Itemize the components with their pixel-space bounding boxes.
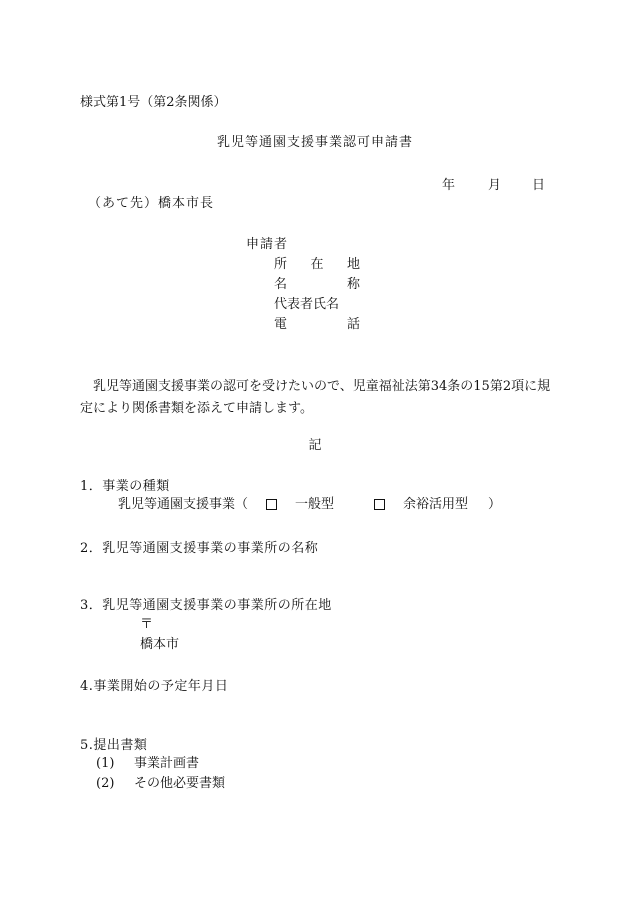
document-title: 乳児等通園支援事業認可申請書 xyxy=(216,135,413,150)
document-list-item xyxy=(96,756,199,772)
general-type-label: 一般型 xyxy=(295,497,335,512)
item-facility-name: 2．乳児等通園支援事業の事業所の名称 xyxy=(80,541,319,556)
field-address-char: 在 xyxy=(310,257,324,272)
field-representative-text: 代表者氏名 xyxy=(274,297,340,312)
addressee: （あて先）橋本市長 xyxy=(88,196,215,211)
surplus-type-label: 余裕活用型 xyxy=(403,497,469,512)
surplus-type-checkbox[interactable] xyxy=(374,499,385,510)
field-representative-label xyxy=(274,297,360,313)
item-facility-address: 3．乳児等通園支援事業の事業所の所在地 xyxy=(80,598,332,613)
document-number: (1) xyxy=(96,756,115,771)
document-number: (2) xyxy=(96,776,115,791)
city-name: 橋本市 xyxy=(140,637,180,652)
item-business-type: 1．事業の種類 xyxy=(80,479,170,494)
item-documents: 5.提出書類 xyxy=(80,738,148,753)
field-name-label xyxy=(274,277,360,293)
postal-mark: 〒 xyxy=(140,617,154,632)
field-name-char: 称 xyxy=(346,277,360,292)
field-phone-char: 電 xyxy=(274,317,288,332)
business-type-options xyxy=(118,497,501,513)
business-type-prefix: 乳児等通園支援事業（ xyxy=(118,497,249,512)
field-address-char: 地 xyxy=(346,257,360,272)
item-start-date: 4.事業開始の予定年月日 xyxy=(80,679,229,694)
field-address-label xyxy=(274,257,360,273)
field-phone-label xyxy=(274,317,360,333)
date-month-label: 月 xyxy=(488,178,502,193)
date-day-label: 日 xyxy=(532,178,546,193)
form-number: 様式第1号（第2条関係） xyxy=(80,95,227,110)
ki-heading: 記 xyxy=(308,438,322,453)
date-year-label: 年 xyxy=(442,178,456,193)
applicant-heading: 申請者 xyxy=(246,237,289,252)
document-list-item xyxy=(96,776,225,792)
document-label: 事業計画書 xyxy=(134,756,200,771)
field-address-char: 所 xyxy=(274,257,288,272)
application-statement: 乳児等通園支援事業の認可を受けたいので、児童福祉法第34条の15第2項に規定により関係書類を添えて申請します。 xyxy=(80,379,551,416)
general-type-checkbox[interactable] xyxy=(266,499,277,510)
field-phone-char: 話 xyxy=(346,317,360,332)
field-name-char: 名 xyxy=(274,277,288,292)
business-type-suffix: ） xyxy=(488,497,502,512)
document-label: その他必要書類 xyxy=(134,776,226,791)
